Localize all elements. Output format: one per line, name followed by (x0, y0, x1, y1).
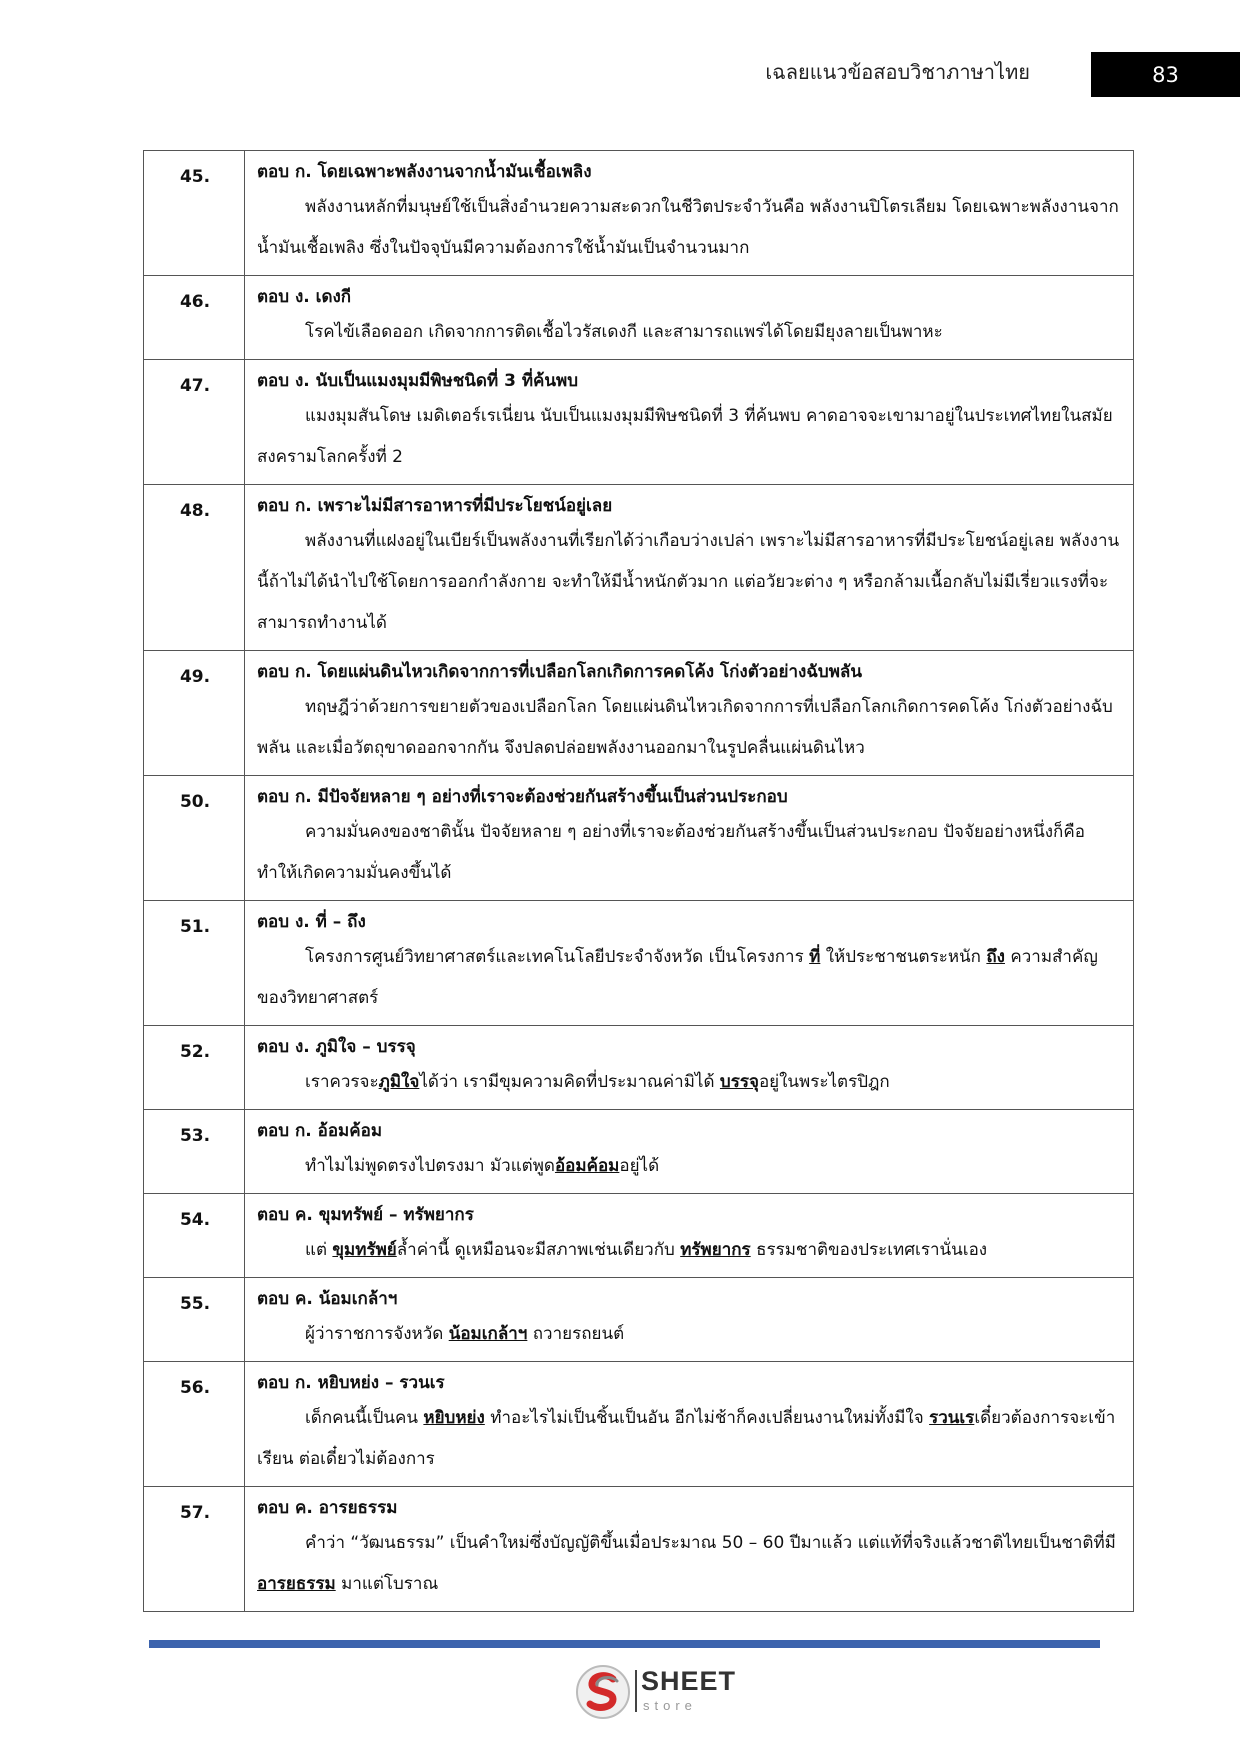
question-number: 45. (144, 151, 245, 276)
explanation-text: ทำไมไม่พูดตรงไปตรงมา มัวแต่พูด (305, 1156, 555, 1176)
highlighted-word: ภูมิใจ (378, 1072, 420, 1092)
footer-bar (149, 1640, 1100, 1648)
highlighted-word: ทรัพยากร (680, 1240, 751, 1260)
answer-table (143, 150, 1134, 1612)
explanation (257, 312, 1123, 353)
explanation (257, 1146, 1123, 1187)
answer-choice: ตอบ ก. โดยเฉพาะพลังงานจากน้ำมันเชื้อเพลิง (257, 162, 592, 182)
explanation-text: โรคไข้เลือดออก เกิดจากการติดเชื้อไวรัสเดงกี และสามารถแพร่ได้โดยมียุงลายเป็นพาหะ (305, 322, 943, 342)
answer-cell (245, 776, 1134, 901)
answer-cell (245, 1362, 1134, 1487)
explanation-text: ถวายรถยนต์ (527, 1324, 625, 1344)
explanation-text: ธรรมชาติของประเทศเรานั่นเอง (750, 1240, 988, 1260)
answer-row (144, 1194, 1134, 1278)
explanation (257, 812, 1123, 894)
header-title: เฉลยแนวข้อสอบวิชาภาษาไทย (765, 60, 1030, 84)
question-number: 57. (144, 1487, 245, 1612)
page-number: 83 (1091, 52, 1240, 97)
explanation (257, 687, 1123, 769)
explanation-text: โครงการศูนย์วิทยาศาสตร์และเทคโนโลยีประจำจังหวัด เป็นโครงการ (305, 947, 810, 967)
answer-choice: ตอบ ก. อ้อมค้อม (257, 1121, 383, 1141)
sheet-store-logo (575, 1664, 755, 1720)
answer-cell (245, 1194, 1134, 1278)
explanation-text: ความมั่นคงของชาตินั้น ปัจจัยหลาย ๆ อย่างที่เราจะต้องช่วยกันสร้างขึ้นเป็นส่วนประกอบ ปัจจัยอย่างหนึ่งก็คือ ทำให้เกิดความมั่นคงขึ้นได้ (257, 822, 1085, 883)
explanation-text: เด็กคนนี้เป็นคน (305, 1408, 424, 1428)
question-number: 46. (144, 276, 245, 360)
explanation-text: ทำอะไรไม่เป็นชิ้นเป็นอัน อีกไม่ช้าก็คงเปลี่ยนงานใหม่ทั้งมีใจ (484, 1408, 930, 1428)
question-number: 56. (144, 1362, 245, 1487)
sheet-store-logo-icon (575, 1664, 631, 1720)
explanation-text: พลังงานหลักที่มนุษย์ใช้เป็นสิ่งอำนวยความสะดวกในชีวิตประจำวันคือ พลังงานปิโตรเลียม โดยเฉพาะพลังงานจากน้ำมันเชื้อเพลิง ซึ่งในปัจจุบันมีความต้องการใช้น้ำมันเป็นจำนวนมาก (257, 197, 1119, 258)
explanation (257, 937, 1123, 1019)
answer-choice: ตอบ ง. ภูมิใจ – บรรจุ (257, 1037, 416, 1057)
highlighted-word: อารยธรรม (257, 1574, 336, 1594)
answer-cell (245, 651, 1134, 776)
explanation-text: อยู่ได้ (619, 1156, 660, 1176)
question-number: 54. (144, 1194, 245, 1278)
explanation-text: ให้ประชาชนตระหนัก (820, 947, 987, 967)
answer-cell (245, 901, 1134, 1026)
highlighted-word: รวนเร (929, 1408, 975, 1428)
question-number: 47. (144, 360, 245, 485)
answer-row (144, 901, 1134, 1026)
explanation-text: เดี๋ยวต้องการจะเข้าเรียน ต่อเดี๋ยวไม่ต้องการ (257, 1408, 1116, 1469)
answer-cell (245, 1110, 1134, 1194)
explanation (257, 521, 1123, 644)
explanation (257, 187, 1123, 269)
explanation-text: ผู้ว่าราชการจังหวัด (305, 1324, 449, 1344)
question-number: 52. (144, 1026, 245, 1110)
explanation-text: มาแต่โบราณ (335, 1574, 439, 1594)
question-number: 49. (144, 651, 245, 776)
answer-choice: ตอบ ง. เดงกี (257, 287, 352, 307)
explanation (257, 1398, 1123, 1480)
highlighted-word: ที่ (809, 947, 821, 967)
explanation-text: ได้ว่า เรามีขุมความคิดที่ประมาณค่ามิได้ (419, 1072, 720, 1092)
highlighted-word: หยิบหย่ง (423, 1408, 485, 1428)
answer-row (144, 776, 1134, 901)
explanation-text: อยู่ในพระไตรปิฎก (758, 1072, 890, 1092)
answer-cell (245, 276, 1134, 360)
question-number: 51. (144, 901, 245, 1026)
answer-row (144, 1026, 1134, 1110)
question-number: 53. (144, 1110, 245, 1194)
logo-sub-text: store (643, 1698, 697, 1713)
logo-main-text: SHEET (641, 1666, 737, 1696)
answer-row (144, 1487, 1134, 1612)
highlighted-word: อ้อมค้อม (554, 1156, 620, 1176)
explanation-text: พลังงานที่แฝงอยู่ในเบียร์เป็นพลังงานที่เรียกได้ว่าเกือบว่างเปล่า เพราะไม่มีสารอาหารที่มีประโยชน์อยู่เลย พลังงานนี้ถ้าไม่ได้นำไปใช้โดยการออกกำลังกาย จะทำให้มีน้ำหนักตัวมาก แต่อวัยวะต่าง ๆ หรือกล้ามเนื้อกลับไม่มีเรี่ยวแรงที่จะสามารถทำงานได้ (257, 531, 1120, 633)
explanation (257, 396, 1123, 478)
question-number: 55. (144, 1278, 245, 1362)
answer-row (144, 151, 1134, 276)
explanation-text: แต่ (305, 1240, 333, 1260)
answer-row (144, 1362, 1134, 1487)
answer-choice: ตอบ ก. เพราะไม่มีสารอาหารที่มีประโยชน์อยู่เลย (257, 496, 613, 516)
explanation (257, 1062, 1123, 1103)
explanation (257, 1314, 1123, 1355)
answer-row (144, 1278, 1134, 1362)
answer-choice: ตอบ ก. หยิบหย่ง – รวนเร (257, 1373, 445, 1393)
answer-row (144, 485, 1134, 651)
answer-cell (245, 485, 1134, 651)
answer-choice: ตอบ ค. น้อมเกล้าฯ (257, 1289, 398, 1309)
answer-cell (245, 1278, 1134, 1362)
logo-divider (635, 1670, 637, 1712)
question-number: 50. (144, 776, 245, 901)
explanation-text: ความสำคัญของวิทยาศาสตร์ (257, 947, 1098, 1008)
highlighted-word: ถึง (986, 947, 1005, 967)
answer-cell (245, 1487, 1134, 1612)
answer-cell (245, 1026, 1134, 1110)
answer-choice: ตอบ ค. อารยธรรม (257, 1498, 398, 1518)
answer-choice: ตอบ ง. ที่ – ถึง (257, 912, 366, 932)
explanation-text: ทฤษฎีว่าด้วยการขยายตัวของเปลือกโลก โดยแผ่นดินไหวเกิดจากการที่เปลือกโลกเกิดการคดโค้ง โก่งตัวอย่างฉับพลัน และเมื่อวัตถุขาดออกจากกัน จึงปลดปล่อยพลังงานออกมาในรูปคลื่นแผ่นดินไหว (257, 697, 1113, 758)
answer-row (144, 651, 1134, 776)
answer-row (144, 1110, 1134, 1194)
explanation-text: เราควรจะ (305, 1072, 379, 1092)
highlighted-word: น้อมเกล้าฯ (448, 1324, 528, 1344)
highlighted-word: ขุมทรัพย์ (332, 1240, 397, 1260)
explanation-text: แมงมุมสันโดษ เมดิเตอร์เรเนี่ยน นับเป็นแมงมุมมีพิษชนิดที่ 3 ที่ค้นพบ คาดอาจจะเขามาอยู่ในประเทศไทยในสมัยสงครามโลกครั้งที่ 2 (257, 406, 1113, 467)
explanation-text: คำว่า “วัฒนธรรม” เป็นคำใหม่ซึ่งบัญญัติขึ้นเมื่อประมาณ 50 – 60 ปีมาแล้ว แต่แท้ที่จริงแล้วชาติไทยเป็นชาติที่มี (305, 1533, 1116, 1553)
answer-row (144, 276, 1134, 360)
answer-choice: ตอบ ง. นับเป็นแมงมุมมีพิษชนิดที่ 3 ที่ค้นพบ (257, 371, 579, 391)
answer-row (144, 360, 1134, 485)
answer-choice: ตอบ ก. มีปัจจัยหลาย ๆ อย่างที่เราจะต้องช่วยกันสร้างขึ้นเป็นส่วนประกอบ (257, 787, 788, 807)
answer-choice: ตอบ ก. โดยแผ่นดินไหวเกิดจากการที่เปลือกโลกเกิดการคดโค้ง โก่งตัวอย่างฉับพลัน (257, 662, 862, 682)
explanation (257, 1230, 1123, 1271)
explanation (257, 1523, 1123, 1605)
answer-choice: ตอบ ค. ขุมทรัพย์ – ทรัพยากร (257, 1205, 474, 1225)
answer-cell (245, 151, 1134, 276)
explanation-text: ล้ำค่านี้ ดูเหมือนจะมีสภาพเช่นเดียวกับ (396, 1240, 681, 1260)
answer-cell (245, 360, 1134, 485)
question-number: 48. (144, 485, 245, 651)
highlighted-word: บรรจุ (719, 1072, 759, 1092)
